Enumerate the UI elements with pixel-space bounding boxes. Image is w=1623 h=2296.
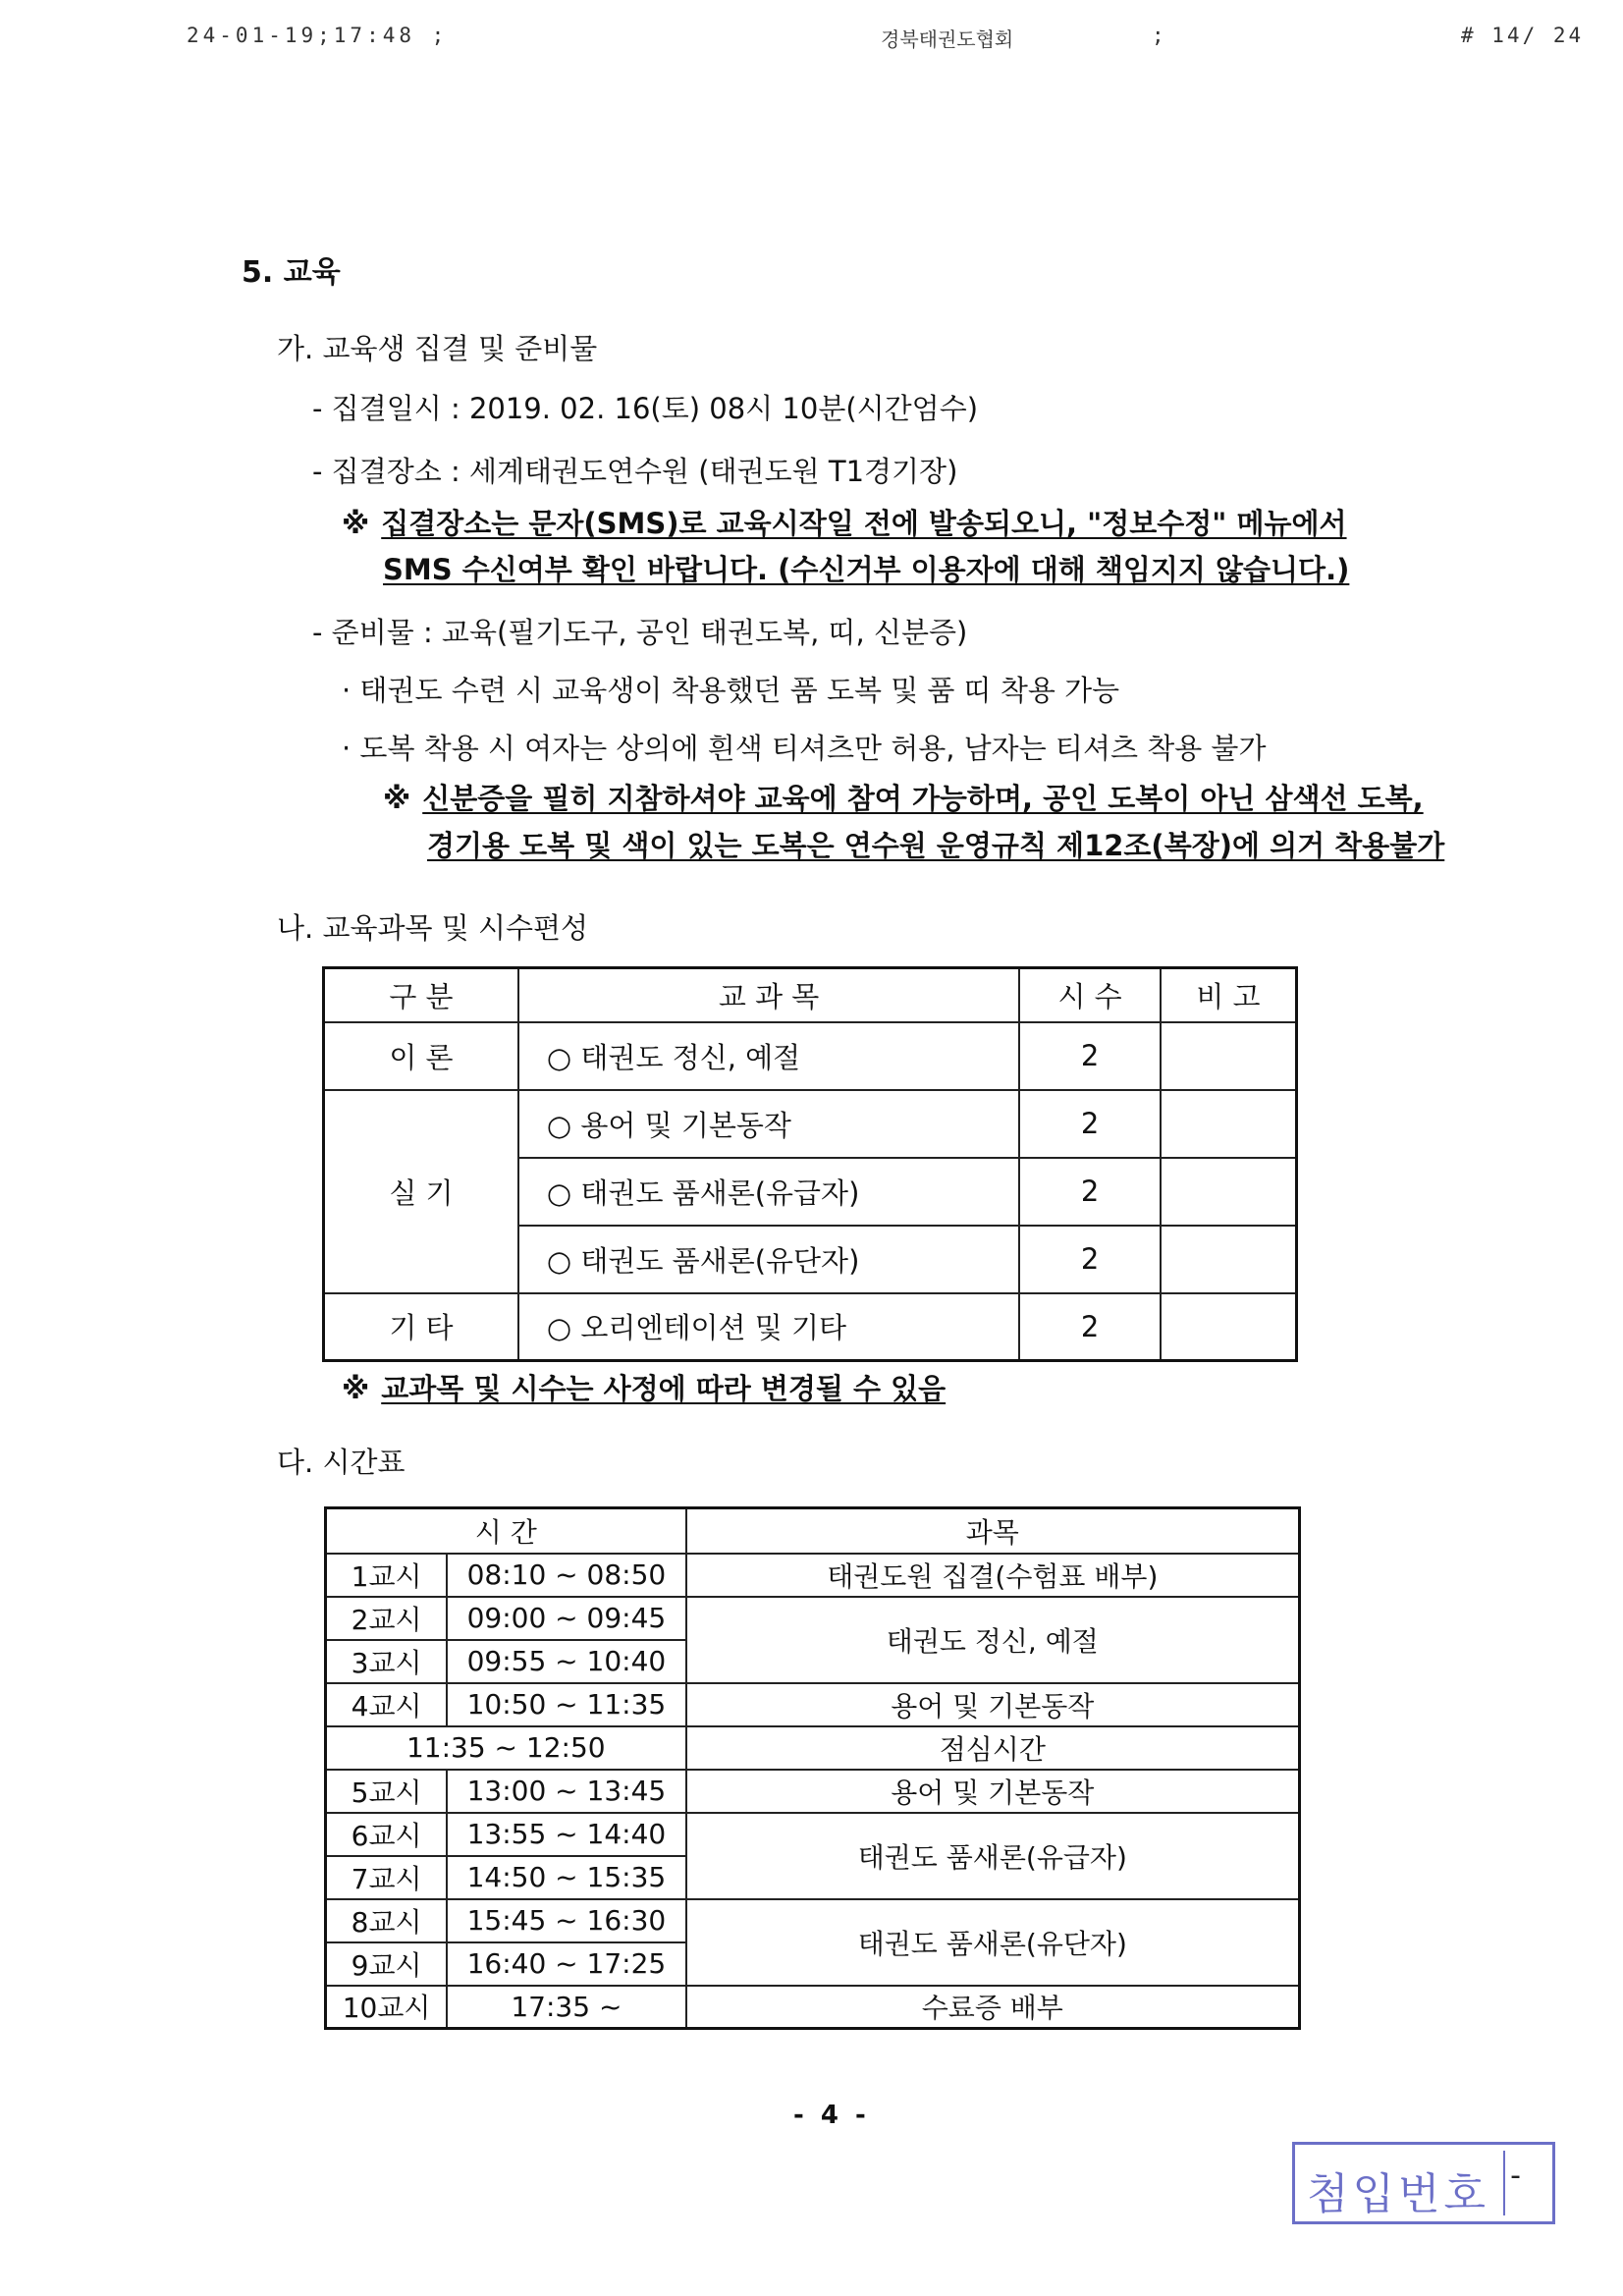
period-cell: 6교시 [326,1813,448,1856]
stamp-text: 첨입번호 [1307,2169,1490,2219]
subject-cell: ○ 오리엔테이션 및 기타 [518,1293,1019,1361]
assembly-time: - 집결일시 : 2019. 02. 16(토) 08시 10분(시간엄수) [312,392,979,425]
note-mark: ※ [342,1372,370,1405]
fax-separator: ; [1152,24,1164,47]
timetable [324,1506,1301,2030]
period-cell: 5교시 [326,1770,448,1813]
subject-cell: 태권도 품새론(유급자) [686,1813,1300,1899]
fax-sender: 경북태권도협회 [881,27,1014,51]
hours-cell: 2 [1019,1022,1161,1090]
part-a-title: 가. 교육생 집결 및 준비물 [277,332,598,365]
hours-cell: 2 [1019,1158,1161,1226]
table-row [326,1770,1300,1813]
period-cell: 2교시 [326,1597,448,1640]
header-subject: 교 과 목 [518,968,1019,1022]
header-subject: 과목 [686,1508,1300,1554]
note-mark: ※ [342,507,370,540]
table-row [326,1683,1300,1726]
receipt-number-stamp [1292,2142,1555,2224]
category-other: 기 타 [324,1293,518,1361]
table-row [326,1813,1300,1856]
note-sms-text1: 집결장소는 문자(SMS)로 교육시작일 전에 발송되오니, "정보수정" 메뉴에서 [381,507,1347,540]
remarks-cell [1161,1158,1297,1226]
table-row [326,1726,1300,1770]
remarks-cell [1161,1226,1297,1293]
curriculum-note-text: 교과목 및 시수는 사정에 따라 변경될 수 있음 [381,1372,947,1405]
header-hours: 시 수 [1019,968,1161,1022]
note-id-line1 [383,779,1424,818]
supplies: - 준비물 : 교육(필기도구, 공인 태권도복, 띠, 신분증) [312,616,968,649]
table-row [324,1022,1297,1090]
note-sms-line1 [342,504,1347,543]
time-cell: 08:10 ~ 08:50 [447,1554,685,1597]
bullet-tshirt-rule: · 도복 착용 시 여자는 상의에 흰색 티셔츠만 허용, 남자는 티셔츠 착용 불가 [342,732,1267,765]
note-id-line2 [427,826,1444,865]
subject-cell: 태권도 정신, 예절 [686,1597,1300,1683]
header-time: 시 간 [326,1508,686,1554]
period-cell: 4교시 [326,1683,448,1726]
curriculum-note [342,1369,946,1408]
period-cell: 1교시 [326,1554,448,1597]
assembly-place: - 집결장소 : 세계태권도연수원 (태권도원 T1경기장) [312,455,958,488]
category-practice: 실 기 [324,1090,518,1293]
period-cell: 3교시 [326,1640,448,1683]
subject-cell: 용어 및 기본동작 [686,1683,1300,1726]
note-id-text1: 신분증을 필히 지참하셔야 교육에 참여 가능하며, 공인 도복이 아닌 삼색선 도복, [422,782,1424,815]
page-number: - 4 - [793,2101,870,2130]
time-cell: 09:55 ~ 10:40 [447,1640,685,1683]
time-cell: 10:50 ~ 11:35 [447,1683,685,1726]
remarks-cell [1161,1022,1297,1090]
stamp-divider [1503,2151,1505,2215]
lunch-time-cell: 11:35 ~ 12:50 [326,1726,686,1770]
table-header-row [326,1508,1300,1554]
stamp-dash: - [1510,2159,1521,2193]
remarks-cell [1161,1090,1297,1158]
fax-header [0,24,1623,63]
section-title: 5. 교육 [242,255,341,290]
time-cell: 16:40 ~ 17:25 [447,1942,685,1986]
note-mark: ※ [383,782,411,815]
note-sms-line2 [383,550,1349,589]
subject-cell: ○ 태권도 품새론(유단자) [518,1226,1019,1293]
table-row [326,1899,1300,1942]
period-cell: 9교시 [326,1942,448,1986]
fax-timestamp: 24-01-19;17:48 ; [187,24,449,47]
curriculum-table [322,966,1298,1362]
note-sms-text2: SMS 수신여부 확인 바랍니다. (수신거부 이용자에 대해 책임지지 않습니다.) [383,553,1350,586]
part-c-title: 다. 시간표 [277,1446,406,1479]
fax-page-count: # 14/ 24 [1461,24,1585,47]
time-cell: 13:00 ~ 13:45 [447,1770,685,1813]
subject-cell: 용어 및 기본동작 [686,1770,1300,1813]
hours-cell: 2 [1019,1090,1161,1158]
hours-cell: 2 [1019,1226,1161,1293]
table-header-row [324,968,1297,1022]
subject-cell: 태권도 품새론(유단자) [686,1899,1300,1986]
time-cell: 15:45 ~ 16:30 [447,1899,685,1942]
time-cell: 13:55 ~ 14:40 [447,1813,685,1856]
header-category: 구 분 [324,968,518,1022]
time-cell: 17:35 ~ [447,1986,685,2029]
table-row [326,1597,1300,1640]
period-cell: 8교시 [326,1899,448,1942]
subject-cell: 점심시간 [686,1726,1300,1770]
period-cell: 7교시 [326,1856,448,1899]
table-row [324,1090,1297,1158]
hours-cell: 2 [1019,1293,1161,1361]
subject-cell: 태권도원 집결(수험표 배부) [686,1554,1300,1597]
subject-cell: 수료증 배부 [686,1986,1300,2029]
table-row [326,1554,1300,1597]
table-row [324,1293,1297,1361]
period-cell: 10교시 [326,1986,448,2029]
subject-cell: ○ 태권도 품새론(유급자) [518,1158,1019,1226]
subject-cell: ○ 용어 및 기본동작 [518,1090,1019,1158]
time-cell: 09:00 ~ 09:45 [447,1597,685,1640]
time-cell: 14:50 ~ 15:35 [447,1856,685,1899]
bullet-uniform-allowed: · 태권도 수련 시 교육생이 착용했던 품 도복 및 품 띠 착용 가능 [342,674,1120,707]
note-id-text2: 경기용 도복 및 색이 있는 도복은 연수원 운영규칙 제12조(복장)에 의거 착용불가 [427,829,1445,862]
category-theory: 이 론 [324,1022,518,1090]
header-remarks: 비 고 [1161,968,1297,1022]
part-b-title: 나. 교육과목 및 시수편성 [277,911,589,945]
remarks-cell [1161,1293,1297,1361]
table-row [326,1986,1300,2029]
subject-cell: ○ 태권도 정신, 예절 [518,1022,1019,1090]
